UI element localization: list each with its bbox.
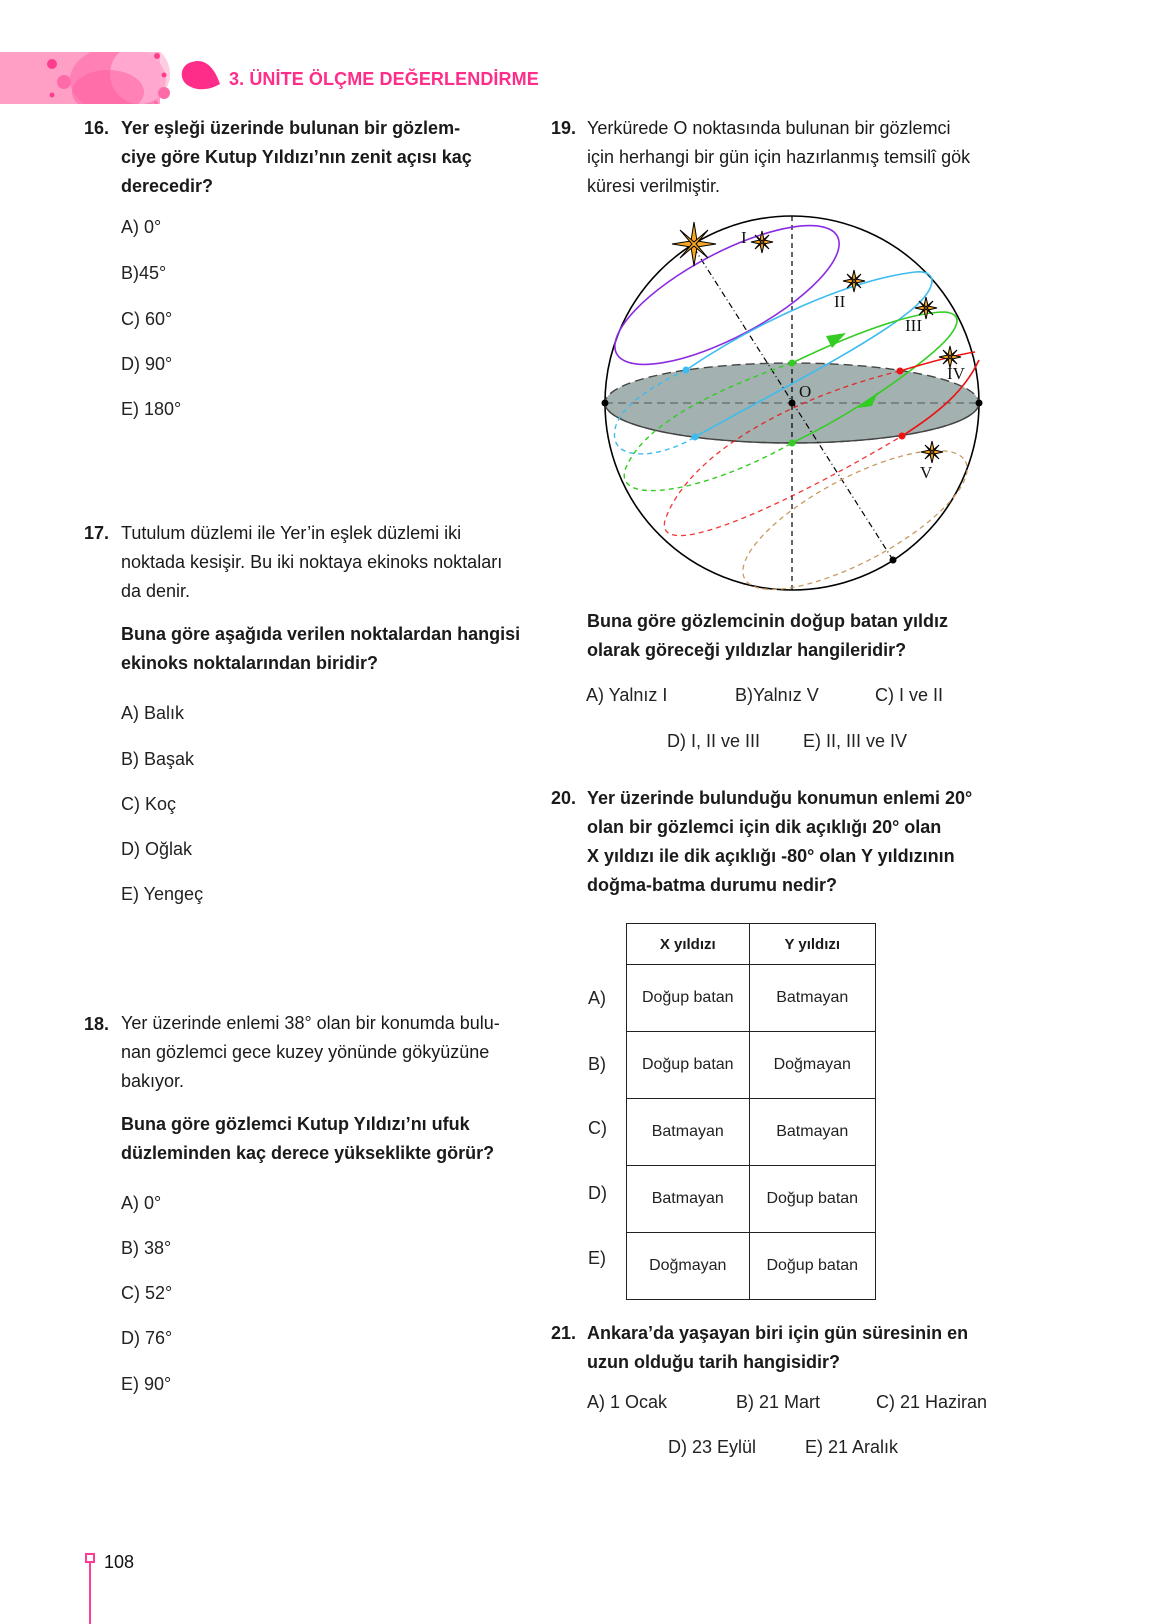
svg-text:I: I xyxy=(741,228,747,247)
q20-line: olan bir gözlemci için dik açıklığı 20° olan xyxy=(587,817,942,837)
question-21-number: 21. xyxy=(551,1323,577,1343)
q16-option-a[interactable]: A) 0° xyxy=(121,217,162,237)
question-19-number: 19. xyxy=(551,118,577,138)
q17-option-d[interactable]: D) Oğlak xyxy=(121,839,193,859)
table-row xyxy=(627,1099,876,1166)
column-header-x: X yıldızı xyxy=(627,924,750,965)
q18-option-a[interactable]: A) 0° xyxy=(121,1193,162,1213)
question-21-text xyxy=(587,1319,1017,1377)
table-header-row xyxy=(627,924,876,965)
decorative-bubbles-icon xyxy=(0,52,232,104)
cell-y: Doğmayan xyxy=(749,1032,875,1099)
question-16-text xyxy=(121,114,541,201)
page-number: 108 xyxy=(104,1552,135,1572)
question-17-number: 17. xyxy=(84,523,110,543)
column-header-y: Y yıldızı xyxy=(749,924,875,965)
table-row xyxy=(627,1032,876,1099)
page-margin-line xyxy=(89,1563,91,1624)
question-19-intro xyxy=(587,114,1017,201)
table-row xyxy=(627,965,876,1032)
q19-intro-line: küresi verilmiştir. xyxy=(587,176,721,196)
question-18-intro xyxy=(121,1009,541,1096)
q17-intro-line: da denir. xyxy=(121,581,191,601)
q20-option-d[interactable]: D) xyxy=(588,1183,607,1203)
q21-option-a[interactable]: A) 1 Ocak xyxy=(587,1392,668,1412)
cell-x: Batmayan xyxy=(627,1099,750,1166)
q20-option-a[interactable]: A) xyxy=(588,988,606,1008)
q17-option-b[interactable]: B) Başak xyxy=(121,749,195,769)
cell-x: Doğmayan xyxy=(627,1233,750,1300)
q18-intro-line: Yer üzerinde enlemi 38° olan bir konumda bulu- xyxy=(121,1013,500,1033)
svg-text:IV: IV xyxy=(947,364,965,383)
question-19-prompt xyxy=(587,607,1017,665)
q19-intro-line: için herhangi bir gün için hazırlanmış temsilî gök xyxy=(587,147,971,167)
svg-text:III: III xyxy=(905,316,922,335)
cell-x: Doğup batan xyxy=(627,1032,750,1099)
q17-option-c[interactable]: C) Koç xyxy=(121,794,177,814)
question-17-intro xyxy=(121,519,541,606)
q20-option-e[interactable]: E) xyxy=(588,1248,606,1268)
q18-intro-line: nan gözlemci gece kuzey yönünde gökyüzüne xyxy=(121,1042,490,1062)
cell-y: Doğup batan xyxy=(749,1166,875,1233)
q16-option-b[interactable]: B)45° xyxy=(121,263,167,283)
q19-option-d[interactable]: D) I, II ve III xyxy=(667,731,761,751)
q20-line: X yıldızı ile dik açıklığı -80° olan Y yıldızının xyxy=(587,846,955,866)
question-17-prompt xyxy=(121,620,541,678)
question-20-text xyxy=(587,784,1017,900)
q20-line: doğma-batma durumu nedir? xyxy=(587,875,838,895)
cell-y: Batmayan xyxy=(749,1099,875,1166)
cell-x: Batmayan xyxy=(627,1166,750,1233)
q18-intro-line: bakıyor. xyxy=(121,1071,185,1091)
q21-option-b[interactable]: B) 21 Mart xyxy=(736,1392,821,1412)
q17-option-a[interactable]: A) Balık xyxy=(121,703,185,723)
q21-line: uzun olduğu tarih hangisidir? xyxy=(587,1352,840,1372)
q18-option-e[interactable]: E) 90° xyxy=(121,1374,172,1394)
q20-option-c[interactable]: C) xyxy=(588,1118,607,1138)
q19-option-c[interactable]: C) I ve II xyxy=(875,685,944,705)
q21-option-e[interactable]: E) 21 Aralık xyxy=(805,1437,899,1457)
unit-title: 3. ÜNİTE ÖLÇME DEĞERLENDİRME xyxy=(229,69,539,89)
cell-y: Batmayan xyxy=(749,965,875,1032)
q17-intro-line: Tutulum düzlemi ile Yer’in eşlek düzlemi iki xyxy=(121,523,462,543)
q19-option-a[interactable]: A) Yalnız I xyxy=(586,685,668,705)
page-marker-icon xyxy=(85,1553,95,1563)
question-20-number: 20. xyxy=(551,788,577,808)
q19-intro-line: Yerkürede O noktasında bulunan bir gözlemci xyxy=(587,118,951,138)
svg-text:II: II xyxy=(834,292,846,311)
q18-option-b[interactable]: B) 38° xyxy=(121,1238,172,1258)
q18-prompt-line: Buna göre gözlemci Kutup Yıldızı’nı ufuk xyxy=(121,1114,470,1134)
q16-line: ciye göre Kutup Yıldızı’nın zenit açısı kaç xyxy=(121,147,472,167)
q20-option-b[interactable]: B) xyxy=(588,1054,606,1074)
q17-prompt-line: ekinoks noktalarından biridir? xyxy=(121,653,379,673)
q16-line: derecedir? xyxy=(121,176,214,196)
q21-option-c[interactable]: C) 21 Haziran xyxy=(876,1392,988,1412)
table-row xyxy=(627,1233,876,1300)
q16-option-d[interactable]: D) 90° xyxy=(121,354,173,374)
question-18-number: 18. xyxy=(84,1014,110,1034)
q17-option-e[interactable]: E) Yengeç xyxy=(121,884,204,904)
q19-prompt-line: Buna göre gözlemcinin doğup batan yıldız xyxy=(587,611,949,631)
header-banner xyxy=(0,52,232,104)
q18-option-d[interactable]: D) 76° xyxy=(121,1328,173,1348)
cell-x: Doğup batan xyxy=(627,965,750,1032)
q18-prompt-line: düzleminden kaç derece yükseklikte görür? xyxy=(121,1143,495,1163)
q20-answer-table xyxy=(626,923,876,1300)
q19-option-e[interactable]: E) II, III ve IV xyxy=(803,731,908,751)
q20-line: Yer üzerinde bulunduğu konumun enlemi 20° xyxy=(587,788,973,808)
q19-option-b[interactable]: B)Yalnız V xyxy=(735,685,819,705)
question-18-prompt xyxy=(121,1110,541,1168)
svg-text:O: O xyxy=(799,382,812,401)
celestial-sphere-diagram xyxy=(598,210,988,600)
q19-prompt-line: olarak göreceği yıldızlar hangileridir? xyxy=(587,640,907,660)
q16-line: Yer eşleği üzerinde bulunan bir gözlem- xyxy=(121,118,461,138)
q17-intro-line: noktada kesişir. Bu iki noktaya ekinoks noktaları xyxy=(121,552,503,572)
q16-option-c[interactable]: C) 60° xyxy=(121,309,173,329)
q21-option-d[interactable]: D) 23 Eylül xyxy=(668,1437,757,1457)
celestial-sphere-figure xyxy=(598,210,988,600)
svg-text:V: V xyxy=(920,463,933,482)
q21-line: Ankara’da yaşayan biri için gün süresinin en xyxy=(587,1323,969,1343)
table-row xyxy=(627,1166,876,1233)
q16-option-e[interactable]: E) 180° xyxy=(121,399,182,419)
question-16-number: 16. xyxy=(84,118,110,138)
q18-option-c[interactable]: C) 52° xyxy=(121,1283,173,1303)
cell-y: Doğup batan xyxy=(749,1233,875,1300)
q17-prompt-line: Buna göre aşağıda verilen noktalardan hangisi xyxy=(121,624,521,644)
